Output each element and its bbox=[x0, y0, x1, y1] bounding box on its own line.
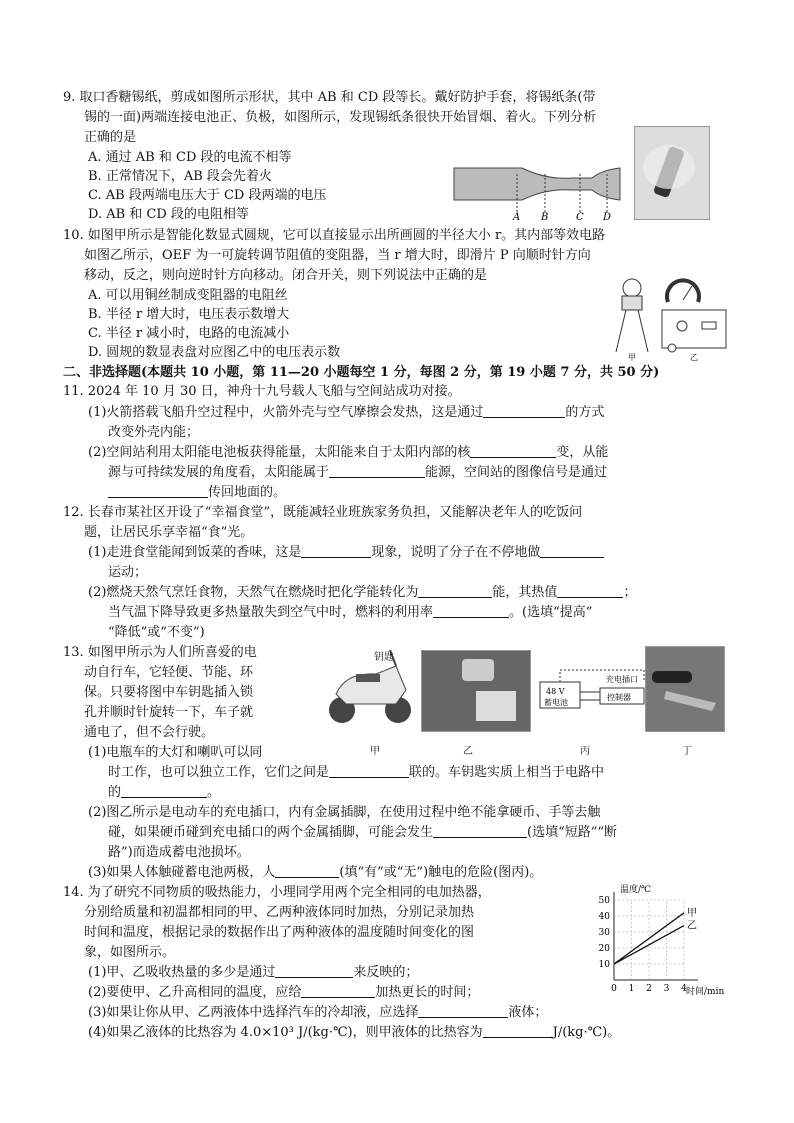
label-b: B bbox=[541, 212, 549, 222]
q9-option-c: C. AB 段两端电压大于 CD 段两端的电压 bbox=[88, 188, 327, 203]
q9-option-a: A. 通过 AB 和 CD 段的电流不相等 bbox=[88, 150, 292, 165]
q11-part1-cont: 改变外壳内能； bbox=[108, 425, 200, 440]
q9-line-3: 正确的是 bbox=[84, 130, 137, 145]
q12-part2: (2)燃烧天然气烹饪食物，天然气在燃烧时把化学能转化为 能，其热值 ； bbox=[88, 585, 637, 600]
section-2-title: 二、非选择题(本题共 10 小题，第 11—20 小题每空 1 分，每图 2 分，第 19 小题 7 分，共 50 分) bbox=[63, 365, 660, 380]
fig-label-yi: 乙 bbox=[463, 746, 473, 757]
brake-handle-photo bbox=[645, 646, 725, 732]
q10-option-a: A. 可以用铜丝制成变阻器的电阻丝 bbox=[88, 288, 288, 303]
q14-part3: (3)如果让你从甲、乙两液体中选择汽车的冷却液，应选择 液体； bbox=[88, 1005, 548, 1020]
q11-title: 11. 2024 年 10 月 30 日，神舟十九号载人飞船与空间站成功对接。 bbox=[63, 384, 461, 399]
battery-voltage-label: 48 V bbox=[546, 687, 565, 696]
q14-part1: (1)甲、乙吸收热量的多少是通过 来反映的； bbox=[88, 965, 419, 980]
y-tick-label: 20 bbox=[598, 944, 610, 954]
q10-option-b: B. 半径 r 增大时，电压表示数增大 bbox=[88, 307, 290, 322]
q9-line-1: 9. 取口香糖锡纸，剪成如图所示形状，其中 AB 和 CD 段等长。戴好防护手套，将锡纸条(带 bbox=[63, 90, 596, 105]
q13-part3: (3)如果人体触碰蓄电池两极，人 (填“有”或“无”)触电的危险(图丙)。 bbox=[88, 865, 543, 880]
q12-part2-cont: 当气温下降导致更多热量散失到空气中时，燃料的利用率 。(选填“提高” bbox=[108, 605, 593, 620]
fig-label-jia: 甲 bbox=[370, 746, 380, 757]
q11-part2: (2)空间站利用太阳能电池板获得能量，太阳能来自于太阳内部的核 变，从能 bbox=[88, 445, 609, 460]
scooter-figure bbox=[326, 644, 418, 728]
controller-label: 控制器 bbox=[607, 693, 631, 702]
q12-part2-end: “降低”或“不变”) bbox=[108, 625, 205, 640]
fig-label-ding: 丁 bbox=[682, 746, 692, 757]
label-a: A bbox=[513, 212, 521, 222]
label-jia: 甲 bbox=[628, 353, 636, 362]
q13-line-4: 孔并顺时针旋转一下，车子就 bbox=[84, 705, 254, 720]
label-d: D bbox=[603, 212, 612, 222]
q10-option-d: D. 圆规的数显表盘对应图乙中的电压表示数 bbox=[88, 345, 341, 360]
x-tick-label: 4 bbox=[681, 984, 687, 994]
q10-line-1: 10. 如图甲所示是智能化数显式圆规，它可以直接显示出所画圆的半径大小 r。其内部等效电路 bbox=[63, 228, 606, 243]
charging-port-photo bbox=[421, 650, 531, 732]
y-tick-label: 40 bbox=[598, 912, 610, 922]
battery-name-label: 蓄电池 bbox=[544, 698, 568, 707]
q10-line-2: 如图乙所示，OEF 为一可旋转调节阻值的变阻器，当 r 增大时，即滑片 P 向顺时针方向 bbox=[84, 248, 591, 263]
q14-line-4: 象，如图所示。 bbox=[84, 945, 176, 960]
q14-part2: (2)要使甲、乙升高相同的温度，应给 加热更长的时间； bbox=[88, 985, 480, 1000]
x-tick-label: 3 bbox=[663, 984, 670, 994]
q12-title-2: 题，让居民乐享幸福“食”光。 bbox=[84, 525, 254, 540]
series-label-yi: 乙 bbox=[687, 920, 697, 932]
battery-photo bbox=[634, 126, 710, 220]
chart-ylabel: 温度/℃ bbox=[620, 885, 652, 895]
fig-label-bing: 丙 bbox=[580, 746, 590, 757]
y-tick-label: 50 bbox=[598, 896, 610, 906]
q13-line-1: 13. 如图甲所示为人们所喜爱的电 bbox=[63, 645, 257, 660]
q13-part2-cont: 碰，如果硬币碰到充电插口的两个金属插脚，可能会发生 (选填“短路”“断 bbox=[108, 825, 618, 840]
q10-option-c: C. 半径 r 减小时，电路的电流减小 bbox=[88, 326, 290, 341]
q9-line-2: 锡的一面)两端连接电池正、负极，如图所示，发现锡纸条很快开始冒烟、着火。下列分析 bbox=[84, 110, 597, 125]
q14-line-3: 时间和温度，根据记录的数据作出了两种液体的温度随时间变化的图 bbox=[84, 925, 475, 940]
x-tick-label: 0 bbox=[611, 984, 617, 994]
q12-part1: (1)走进食堂能闻到饭菜的香味，这是 现象，说明了分子在不停地做 bbox=[88, 543, 604, 563]
tin-foil-strip-figure bbox=[452, 160, 622, 222]
x-tick-label: 1 bbox=[628, 984, 635, 994]
q13-line-3: 保。只要将图中车钥匙插入锁 bbox=[84, 685, 254, 700]
temperature-time-chart bbox=[590, 880, 740, 1000]
charge-port-label: 充电插口 bbox=[606, 675, 638, 684]
chart-xlabel: 时间/min bbox=[686, 987, 725, 997]
q11-part1: (1)火箭搭载飞船升空过程中，火箭外壳与空气摩擦会发热，这是通过 的方式 bbox=[88, 405, 605, 420]
label-c: C bbox=[576, 212, 584, 222]
q14-line-2: 分别给质量和初温都相同的甲、乙两种液体同时加热，分别记录加热 bbox=[84, 905, 475, 920]
q9-option-b: B. 正常情况下，AB 段会先着火 bbox=[88, 169, 272, 184]
q13-part2-end: 路”)而造成蓄电池损坏。 bbox=[108, 845, 250, 860]
key-label: 钥匙 bbox=[374, 652, 394, 663]
y-tick-label: 10 bbox=[598, 960, 610, 970]
label-yi: 乙 bbox=[690, 353, 698, 362]
q11-part2-end: 传回地面的。 bbox=[108, 483, 286, 503]
q12-part1-cont: 运动； bbox=[108, 565, 148, 580]
y-tick-label: 30 bbox=[598, 928, 610, 938]
q9-option-d: D. AB 和 CD 段的电阻相等 bbox=[88, 207, 249, 222]
q14-line-1: 14. 为了研究不同物质的吸热能力，小理同学用两个完全相同的电加热器， bbox=[63, 885, 491, 900]
q13-part1: (1)电瓶车的大灯和喇叭可以同 bbox=[88, 745, 263, 760]
q13-part1-end: 的 。 bbox=[108, 785, 221, 800]
q13-part2: (2)图乙所示是电动车的充电插口，内有金属插脚，在使用过程中绝不能拿硬币、手等去触 bbox=[88, 805, 601, 820]
q12-title-1: 12. 长春市某社区开设了“幸福食堂”，既能减轻业班族家务负担，又能解决老年人的吃饭问 bbox=[63, 505, 583, 520]
battery-circuit-figure bbox=[536, 666, 660, 716]
compass-circuit-figure bbox=[610, 272, 732, 362]
q13-part1-cont: 时工作，也可以独立工作，它们之间是 联的。车钥匙实质上相当于电路中 bbox=[108, 765, 605, 780]
q11-part2-cont: 源与可持续发展的角度看，太阳能属于 能源，空间站的图像信号是通过 bbox=[108, 465, 608, 480]
q10-line-3: 移动，反之，则向逆时针方向移动。闭合开关，则下列说法中正确的是 bbox=[84, 268, 488, 283]
x-tick-label: 2 bbox=[646, 984, 652, 994]
q13-line-5: 通电了，但不会行驶。 bbox=[84, 725, 215, 740]
series-label-jia: 甲 bbox=[687, 907, 697, 919]
series-line-jia bbox=[614, 913, 684, 964]
q13-line-2: 动自行车，它轻便、节能、环 bbox=[84, 665, 254, 680]
q14-part4: (4)如果乙液体的比热容为 4.0×10³ J/(kg·℃)，则甲液体的比热容为 J/(kg·℃)。 bbox=[88, 1025, 621, 1040]
